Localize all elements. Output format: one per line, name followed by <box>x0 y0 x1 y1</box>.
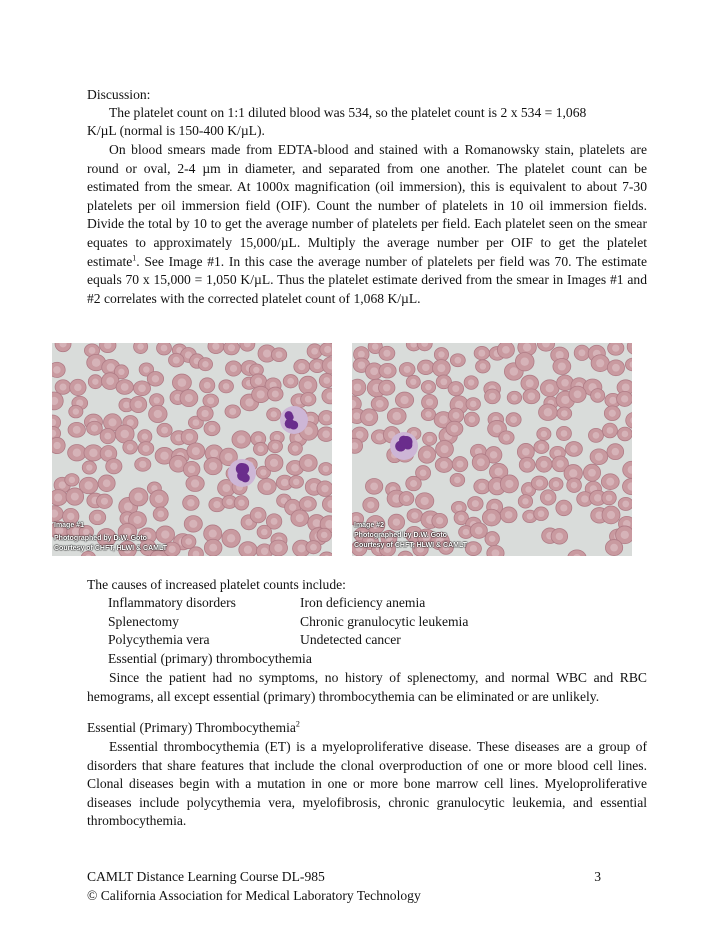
discussion-para1-line1: The platelet count on 1:1 diluted blood was 534, so the platelet count is 2 x 534 = 1,068 <box>109 105 587 120</box>
blood-smear-photo-1 <box>52 343 332 556</box>
causes-row: Polycythemia vera Undetected cancer <box>108 632 401 648</box>
smear-image-1 <box>52 343 332 556</box>
discussion-para1-line2: K/µL (normal is 150-400 K/µL). <box>87 123 265 138</box>
discussion-para2: On blood smears made from EDTA-blood and stained with a Romanowsky stain, platelets are round or oval, 2-4 µm in diameter, and separated from one another. The platelet count can be estimated from the smear. At 1000x magnification (oil immersion), this is equivalent to about 7-30 platelets per oil immersion field (OIF). Count the number of platelets in 10 oil immersion fields. Divide the total by 10 to get the average number of platelets per field. Each platelet seen on the smear equates to approximately 15,000/µL. Multiply the average number per OIF to get the platelet estimate$^1$. See Image #1. In this case the average number of platelets per field was 70. The estimate equals 70 x 15,000 = 1,050 K/µL. Thus the platelet estimate derived from the smear in Images #1 and #2 correlates with the corrected platelet count of 1,068 K/µL. <box>87 142 647 306</box>
image-1-photographer: Photographed by D.W. Goto <box>54 535 147 542</box>
causes-row: Inflammatory disorders Iron deficiency anemia <box>108 595 426 610</box>
causes-row: Essential (primary) thrombocythemia <box>108 650 312 666</box>
blood-smear-photo-2 <box>352 343 632 556</box>
image-2-label: Image #2 <box>354 522 384 529</box>
discussion-heading: Discussion: <box>87 87 151 102</box>
footer-copyright: © California Association for Medical Laboratory Technology <box>87 887 421 903</box>
smear-image-2 <box>352 343 632 556</box>
footer-course: CAMLT Distance Learning Course DL-985 <box>87 869 325 884</box>
image-2-photographer: Photographed by D.W. Goto <box>354 532 447 539</box>
causes-list <box>108 594 468 668</box>
image-2-courtesy: Courtesy of CHFT, HLWI & CAMLT <box>354 542 468 549</box>
et-heading: Essential (Primary) Thrombocythemia$^2$ <box>87 719 300 735</box>
page-footer <box>87 868 607 905</box>
causes-intro: The causes of increased platelet counts include: <box>87 577 346 592</box>
causes-row: Splenectomy Chronic granulocytic leukemia <box>108 613 469 629</box>
image-1-courtesy: Courtesy of CHFT, HLWI & CAMLT <box>54 545 168 552</box>
conclusion-paragraph: Since the patient had no symptoms, no history of splenectomy, and normal WBC and RBC hemograms, all except essential (primary) thrombocythemia can be eliminated or are unlikely. <box>87 670 647 704</box>
image-1-label: Image #1 <box>54 522 84 529</box>
et-body: Essential thrombocythemia (ET) is a myeloproliferative disease. These diseases are a group of disorders that share features that include the clonal overproduction of one or more blood cell lines. Clonal diseases begin with a mutation in one or more bone marrow cell lines. Myeloproliferative diseases include polycythemia vera, myelofibrosis, chronic granulocytic leukemia, and essential thrombocythemia. <box>87 739 647 829</box>
page-number: 3 <box>594 869 601 884</box>
